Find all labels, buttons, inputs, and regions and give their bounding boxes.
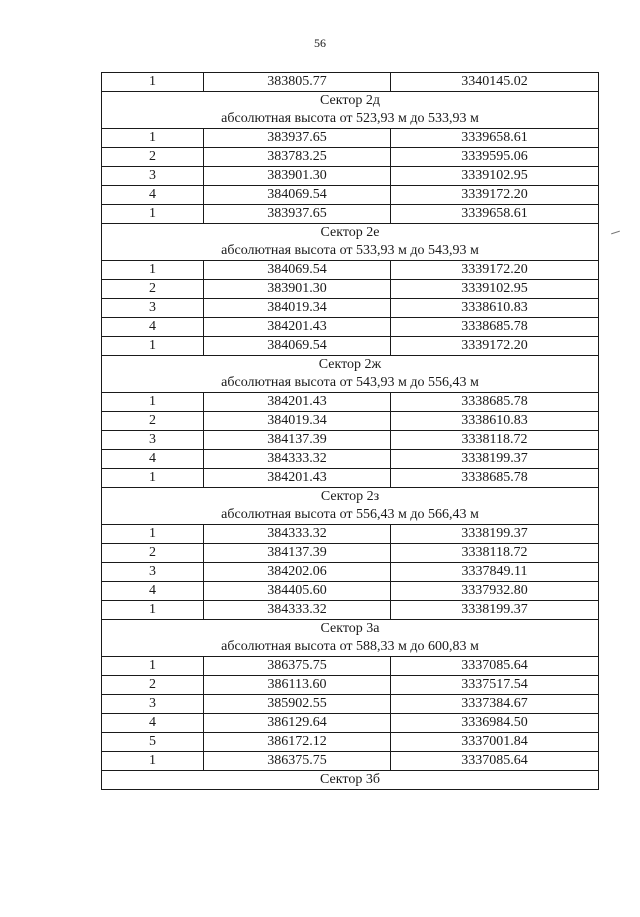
x-coordinate-cell: 386129.64: [204, 714, 391, 733]
point-number-cell: 1: [102, 469, 204, 488]
x-coordinate-cell: 384405.60: [204, 582, 391, 601]
point-number-cell: 1: [102, 752, 204, 771]
point-number-cell: 1: [102, 525, 204, 544]
y-coordinate-cell: 3338118.72: [391, 544, 599, 563]
point-number-cell: 3: [102, 299, 204, 318]
point-number-cell: 4: [102, 450, 204, 469]
point-number-cell: 4: [102, 318, 204, 337]
y-coordinate-cell: 3338685.78: [391, 393, 599, 412]
sector-header-row: [102, 224, 599, 261]
table-row: [102, 431, 599, 450]
point-number-cell: 1: [102, 261, 204, 280]
table-row: [102, 393, 599, 412]
sector-altitude-range: абсолютная высота от 588,33 м до 600,83 м: [221, 639, 479, 654]
table-row: [102, 733, 599, 752]
y-coordinate-cell: 3337085.64: [391, 657, 599, 676]
table-row: [102, 73, 599, 92]
sector-altitude-range: абсолютная высота от 523,93 м до 533,93 м: [221, 111, 479, 126]
table-row: [102, 752, 599, 771]
y-coordinate-cell: 3339595.06: [391, 148, 599, 167]
x-coordinate-cell: 384069.54: [204, 186, 391, 205]
point-number-cell: 4: [102, 714, 204, 733]
x-coordinate-cell: 384069.54: [204, 337, 391, 356]
point-number-cell: 1: [102, 205, 204, 224]
point-number-cell: 2: [102, 148, 204, 167]
x-coordinate-cell: 384137.39: [204, 431, 391, 450]
table-row: [102, 318, 599, 337]
y-coordinate-cell: 3338118.72: [391, 431, 599, 450]
point-number-cell: 2: [102, 280, 204, 299]
table-row: [102, 148, 599, 167]
sector-header-row: [102, 488, 599, 525]
y-coordinate-cell: 3337849.11: [391, 563, 599, 582]
sector-header: [102, 356, 599, 393]
table-row: [102, 280, 599, 299]
point-number-cell: 1: [102, 337, 204, 356]
x-coordinate-cell: 384333.32: [204, 450, 391, 469]
table-row: [102, 657, 599, 676]
sector-header-row: [102, 620, 599, 657]
point-number-cell: 2: [102, 544, 204, 563]
table-row: [102, 469, 599, 488]
x-coordinate-cell: 384019.34: [204, 412, 391, 431]
y-coordinate-cell: 3339102.95: [391, 280, 599, 299]
y-coordinate-cell: 3337384.67: [391, 695, 599, 714]
sector-altitude-range: абсолютная высота от 533,93 м до 543,93 м: [221, 243, 479, 258]
y-coordinate-cell: 3338610.83: [391, 299, 599, 318]
sector-header: [102, 92, 599, 129]
x-coordinate-cell: 385902.55: [204, 695, 391, 714]
sector-altitude-range: абсолютная высота от 556,43 м до 566,43 м: [221, 507, 479, 522]
x-coordinate-cell: 383937.65: [204, 129, 391, 148]
coordinates-table-body: [102, 73, 599, 790]
table-row: [102, 299, 599, 318]
table-row: [102, 525, 599, 544]
y-coordinate-cell: 3338685.78: [391, 318, 599, 337]
x-coordinate-cell: 386375.75: [204, 657, 391, 676]
point-number-cell: 1: [102, 73, 204, 92]
y-coordinate-cell: 3338199.37: [391, 450, 599, 469]
table-row: [102, 544, 599, 563]
sector-header: [102, 771, 599, 790]
point-number-cell: 1: [102, 601, 204, 620]
x-coordinate-cell: 384202.06: [204, 563, 391, 582]
point-number-cell: 3: [102, 695, 204, 714]
y-coordinate-cell: 3337932.80: [391, 582, 599, 601]
x-coordinate-cell: 384333.32: [204, 525, 391, 544]
sector-header: [102, 620, 599, 657]
y-coordinate-cell: 3338685.78: [391, 469, 599, 488]
sector-altitude-range: абсолютная высота от 543,93 м до 556,43 м: [221, 375, 479, 390]
table-row: [102, 337, 599, 356]
y-coordinate-cell: 3339172.20: [391, 186, 599, 205]
table-row: [102, 714, 599, 733]
table-row: [102, 205, 599, 224]
sector-title: Сектор 2ж: [318, 357, 382, 372]
point-number-cell: 2: [102, 676, 204, 695]
y-coordinate-cell: 3337517.54: [391, 676, 599, 695]
sector-header-row: [102, 92, 599, 129]
x-coordinate-cell: 383937.65: [204, 205, 391, 224]
table-row: [102, 261, 599, 280]
x-coordinate-cell: 386113.60: [204, 676, 391, 695]
y-coordinate-cell: 3339658.61: [391, 129, 599, 148]
point-number-cell: 3: [102, 167, 204, 186]
table-row: [102, 676, 599, 695]
point-number-cell: 4: [102, 582, 204, 601]
table-row: [102, 186, 599, 205]
point-number-cell: 2: [102, 412, 204, 431]
point-number-cell: 5: [102, 733, 204, 752]
x-coordinate-cell: 384137.39: [204, 544, 391, 563]
y-coordinate-cell: 3338610.83: [391, 412, 599, 431]
x-coordinate-cell: 386172.12: [204, 733, 391, 752]
table-row: [102, 412, 599, 431]
x-coordinate-cell: 384201.43: [204, 469, 391, 488]
x-coordinate-cell: 383783.25: [204, 148, 391, 167]
x-coordinate-cell: 384069.54: [204, 261, 391, 280]
y-coordinate-cell: 3338199.37: [391, 525, 599, 544]
page-number: 56: [314, 36, 326, 50]
table-row: [102, 601, 599, 620]
point-number-cell: 3: [102, 563, 204, 582]
x-coordinate-cell: 383805.77: [204, 73, 391, 92]
x-coordinate-cell: 384333.32: [204, 601, 391, 620]
x-coordinate-cell: 384201.43: [204, 393, 391, 412]
table-row: [102, 582, 599, 601]
sector-title: Сектор 3а: [320, 621, 380, 636]
sector-title: Сектор 2д: [320, 93, 380, 108]
y-coordinate-cell: 3339102.95: [391, 167, 599, 186]
y-coordinate-cell: 3337085.64: [391, 752, 599, 771]
y-coordinate-cell: 3339172.20: [391, 261, 599, 280]
sector-title: Сектор 3б: [320, 772, 380, 787]
table-row: [102, 695, 599, 714]
point-number-cell: 4: [102, 186, 204, 205]
table-row: [102, 167, 599, 186]
point-number-cell: 1: [102, 393, 204, 412]
sector-title: Сектор 2з: [320, 489, 380, 504]
table-row: [102, 450, 599, 469]
y-coordinate-cell: 3339172.20: [391, 337, 599, 356]
table-row: [102, 563, 599, 582]
sector-header-row: [102, 356, 599, 393]
y-coordinate-cell: 3338199.37: [391, 601, 599, 620]
x-coordinate-cell: 384019.34: [204, 299, 391, 318]
x-coordinate-cell: 384201.43: [204, 318, 391, 337]
x-coordinate-cell: 383901.30: [204, 280, 391, 299]
x-coordinate-cell: 386375.75: [204, 752, 391, 771]
y-coordinate-cell: 3336984.50: [391, 714, 599, 733]
sector-header-row: [102, 771, 599, 790]
table-row: [102, 129, 599, 148]
scan-artifact-mark: [611, 231, 620, 235]
y-coordinate-cell: 3337001.84: [391, 733, 599, 752]
y-coordinate-cell: 3339658.61: [391, 205, 599, 224]
sector-title: Сектор 2е: [320, 225, 380, 240]
sector-header: [102, 224, 599, 261]
y-coordinate-cell: 3340145.02: [391, 73, 599, 92]
sector-header: [102, 488, 599, 525]
coordinates-table: [101, 72, 599, 790]
x-coordinate-cell: 383901.30: [204, 167, 391, 186]
point-number-cell: 1: [102, 129, 204, 148]
point-number-cell: 1: [102, 657, 204, 676]
point-number-cell: 3: [102, 431, 204, 450]
